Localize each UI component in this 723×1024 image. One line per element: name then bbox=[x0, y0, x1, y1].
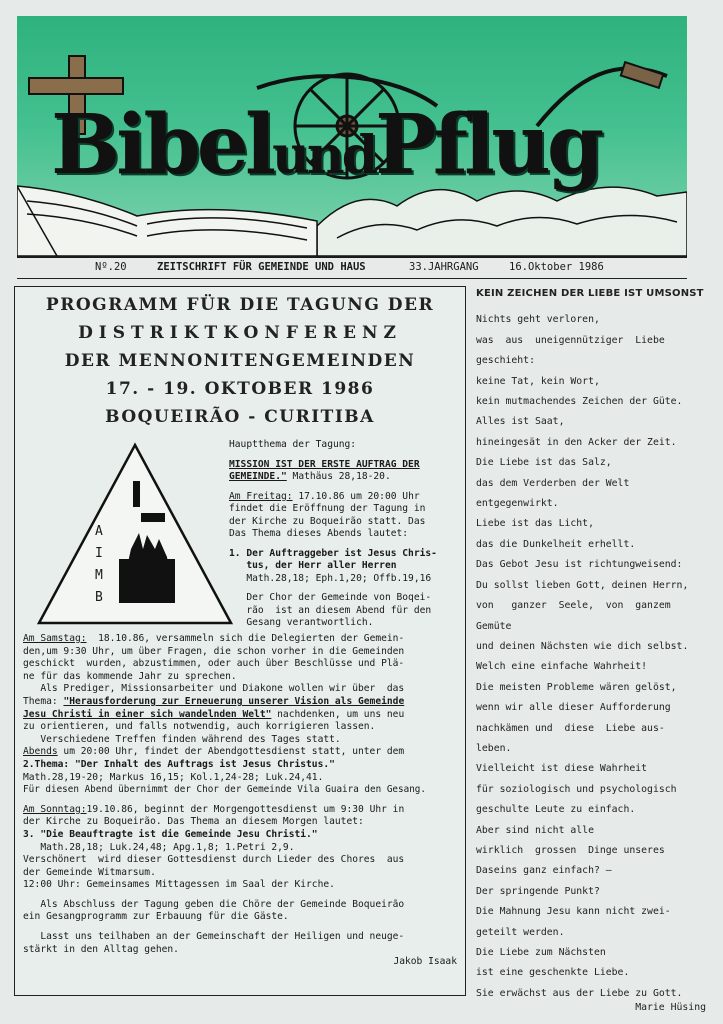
final-text: stärkt in den Alltag gehen. bbox=[23, 943, 179, 955]
friday-label: Am Freitag: bbox=[229, 490, 293, 502]
poem-line: Aber sind nicht alle bbox=[476, 824, 594, 836]
saturday-text: den,um 9:30 Uhr, um über Fragen, die schon vorher in die Gemeinden bbox=[23, 645, 405, 657]
thema-bold: Jesu Christi in einer sich wandelnden Welt" bbox=[23, 708, 272, 720]
poem-line: von ganzer Seele, von ganzem bbox=[476, 600, 671, 612]
poem-line: Die Liebe zum Nächsten bbox=[476, 947, 606, 958]
poem-title: KEIN ZEICHEN DER LIEBE IST UMSONST bbox=[476, 288, 704, 299]
evening-label: Abends bbox=[23, 746, 58, 758]
poem-line: Das Gebot Jesu ist richtungweisend: bbox=[476, 559, 683, 571]
sunday-label: Am Sonntag: bbox=[23, 803, 87, 815]
poem-line: Gemüte bbox=[476, 620, 512, 632]
poem-line: keine Tat, kein Wort, bbox=[476, 375, 600, 387]
main-theme-label: Hauptthema der Tagung: bbox=[229, 439, 357, 450]
main-theme bbox=[229, 459, 461, 472]
poem-line: Die meisten Probleme wären gelöst, bbox=[476, 681, 677, 693]
logo-letter: I bbox=[95, 546, 103, 561]
decor-text: Verschönert wird dieser Gottesdienst durch Lieder des Chores aus bbox=[23, 854, 405, 866]
issue-number: Nº.20 bbox=[95, 261, 127, 273]
masthead-title bbox=[51, 97, 671, 193]
decor-text: 12:00 Uhr: Gemeinsames Mittagessen im Saal der Kirche. bbox=[23, 879, 335, 891]
main-theme-text-1: MISSION IST DER ERSTE AUFTRAG DER bbox=[229, 458, 420, 470]
poem-line: und deinen Nächsten wie dich selbst. bbox=[476, 640, 689, 652]
poem-body bbox=[476, 310, 706, 1004]
logo-letter: B bbox=[95, 590, 103, 605]
poem-line: ist eine geschenkte Liebe. bbox=[476, 967, 630, 979]
closing-text: Als Abschluss der Tagung geben die Chöre der Gemeinde Boqueirão bbox=[23, 898, 405, 910]
field-illustration bbox=[317, 187, 687, 256]
preachers-text: Als Prediger, Missionsarbeiter und Diakone wollen wir über das bbox=[23, 683, 405, 695]
thema-label: Thema: bbox=[23, 695, 64, 707]
theme1-title: 1. Der Auftraggeber ist Jesus Chris- bbox=[229, 547, 437, 559]
poem-line: Liebe ist das Licht, bbox=[476, 518, 594, 530]
masthead bbox=[17, 16, 687, 258]
program-title bbox=[15, 291, 465, 431]
title-part-pflug: Pflug bbox=[375, 97, 601, 193]
theme3-refs: Math.28,18; Luk.24,48; Apg.1,8; 1.Petri 2,9. bbox=[23, 841, 295, 853]
program-article bbox=[14, 286, 466, 996]
choir-text: Der Chor der Gemeinde von Boqei- bbox=[229, 592, 432, 603]
poem-author: Marie Hüsing bbox=[635, 1002, 706, 1014]
main-theme-line-2 bbox=[229, 471, 461, 484]
saturday-text: 18.10.86, versammeln sich die Delegierten der Gemein- bbox=[86, 633, 405, 644]
poem-line: Sie erwächst aus der Liebe zu Gott. bbox=[476, 987, 683, 999]
theme1-title: tus, der Herr aller Herren bbox=[229, 560, 397, 571]
theme1-refs: Math.28,18; Eph.1,20; Offb.19,16 bbox=[229, 572, 432, 584]
issue-volume: 33.JAHRGANG bbox=[409, 261, 479, 273]
program-title-line: DER MENNONITENGEMEINDEN bbox=[64, 351, 416, 371]
poem-line: Die Mahnung Jesu kann nicht zwei- bbox=[476, 906, 671, 918]
poem-article bbox=[476, 284, 706, 1019]
issue-date: 16.Oktober 1986 bbox=[509, 261, 604, 273]
poem-line: Du sollst lieben Gott, deinen Herrn, bbox=[476, 579, 689, 591]
poem-line: kein mutmachendes Zeichen der Güte. bbox=[476, 396, 683, 408]
program-title-line: PROGRAMM FÜR DIE TAGUNG DER bbox=[45, 295, 435, 315]
final-text: Lasst uns teilhaben an der Gemeinschaft der Heiligen und neuge- bbox=[23, 931, 405, 943]
program-body bbox=[23, 633, 461, 969]
decor-text: der Gemeinde Witmarsum. bbox=[23, 866, 156, 878]
poem-line: Daseins ganz einfach? — bbox=[476, 865, 612, 877]
theme2-choir: Für diesen Abend übernimmt der Chor der Gemeinde Vila Guaira den Gesang. bbox=[23, 784, 426, 796]
saturday-label: Am Samstag: bbox=[23, 633, 87, 644]
program-title-line: DISTRIKTKONFERENZ bbox=[78, 323, 402, 343]
saturday-text: geschickt wurden, abzustimmen, oder auch über Beschlüsse und Plä- bbox=[23, 658, 405, 670]
poem-line: geschieht: bbox=[476, 355, 535, 367]
poem-line: was aus uneigennütziger Liebe bbox=[476, 334, 665, 346]
friday-text: findet die Eröffnung der Tagung in bbox=[229, 503, 426, 514]
bible-illustration bbox=[17, 186, 317, 256]
poem-line: Nichts geht verloren, bbox=[476, 314, 600, 326]
title-part-bibel: Bibel bbox=[51, 97, 273, 193]
poem-line: nachkämen und diese Liebe aus- bbox=[476, 722, 665, 734]
theme2-label: 2.Thema: bbox=[23, 758, 75, 770]
friday-line bbox=[229, 491, 461, 504]
theme-block bbox=[229, 439, 461, 630]
issue-subtitle: ZEITSCHRIFT FÜR GEMEINDE UND HAUS bbox=[157, 261, 366, 273]
choir-text: rão ist an diesem Abend für den bbox=[229, 604, 432, 616]
poem-line: geteilt werden. bbox=[476, 926, 565, 938]
poem-line: Welch eine einfache Wahrheit! bbox=[476, 661, 648, 673]
poem-line: entgegenwirkt. bbox=[476, 498, 559, 510]
thema-bold: "Herausforderung zur Erneuerung unserer Vision als Gemeinde bbox=[63, 695, 405, 707]
evening-text: um 20:00 Uhr, findet der Abendgottesdienst statt, unter dem bbox=[57, 746, 405, 758]
logo-letter: A bbox=[95, 524, 103, 539]
issue-line bbox=[17, 258, 687, 279]
main-theme-ref: Mathäus 28,18-20. bbox=[286, 471, 391, 482]
poem-line: Der springende Punkt? bbox=[476, 885, 600, 897]
theme3-title: 3. "Die Beauftragte ist die Gemeinde Jesu Christi." bbox=[23, 828, 318, 840]
poem-line: Die Liebe ist das Salz, bbox=[476, 457, 612, 469]
triangle-icon bbox=[35, 439, 235, 629]
poem-line: wenn wir alle dieser Aufforderung bbox=[476, 702, 671, 714]
poem-line: das dem Verderben der Welt bbox=[476, 477, 630, 489]
program-title-line: BOQUEIRÃO - CURITIBA bbox=[105, 407, 375, 427]
friday-text: Das Thema dieses Abends lautet: bbox=[229, 528, 409, 539]
theme2-refs: Math.28,19-20; Markus 16,15; Kol.1,24-28; Luk.24,41. bbox=[23, 771, 324, 783]
friday-text: der Kirche zu Boqueirão statt. Das bbox=[229, 515, 426, 527]
program-title-line: 17. - 19. OKTOBER 1986 bbox=[105, 379, 375, 399]
poem-line: geschulte Leute zu einfach. bbox=[476, 804, 636, 816]
title-part-und: und bbox=[272, 125, 376, 186]
poem-line: hineingesät in den Acker der Zeit. bbox=[476, 436, 677, 448]
poem-line: leben. bbox=[476, 742, 512, 754]
main-theme-text-2: GEMEINDE." bbox=[229, 471, 287, 482]
theme2-title: "Der Inhalt des Auftrags ist Jesus Christus." bbox=[74, 758, 335, 770]
sunday-text: 19.10.86, beginnt der Morgengottesdienst um 9:30 Uhr in bbox=[86, 803, 405, 815]
thema-after: nachdenken, um uns neu bbox=[271, 708, 405, 720]
logo-letter: M bbox=[95, 568, 103, 583]
saturday-text: ne für das kommende Jahr zu sprechen. bbox=[23, 670, 237, 682]
friday-text: 17.10.86 um 20:00 Uhr bbox=[292, 490, 420, 502]
sunday-text: der Kirche zu Boqueirão. Das Thema an diesem Morgen lautet: bbox=[23, 816, 364, 828]
poem-line: Alles ist Saat, bbox=[476, 416, 565, 428]
poem-line: für soziologisch und psychologisch bbox=[476, 783, 677, 795]
poem-line: wirklich grossen Dinge unseres bbox=[476, 844, 665, 856]
aimb-logo bbox=[35, 439, 235, 629]
program-author: Jakob Isaak bbox=[393, 956, 457, 968]
poem-line: Vielleicht ist diese Wahrheit bbox=[476, 763, 648, 775]
orient-text: zu orientieren, und falls notwendig, auch korrigieren lassen. bbox=[23, 721, 376, 733]
orient-text: Verschiedene Treffen finden während des Tages statt. bbox=[23, 733, 341, 745]
choir-text: Gesang verantwortlich. bbox=[229, 617, 374, 628]
closing-text: ein Gesangprogramm zur Erbauung für die Gäste. bbox=[23, 911, 289, 923]
poem-line: das die Dunkelheit erhellt. bbox=[476, 538, 636, 550]
